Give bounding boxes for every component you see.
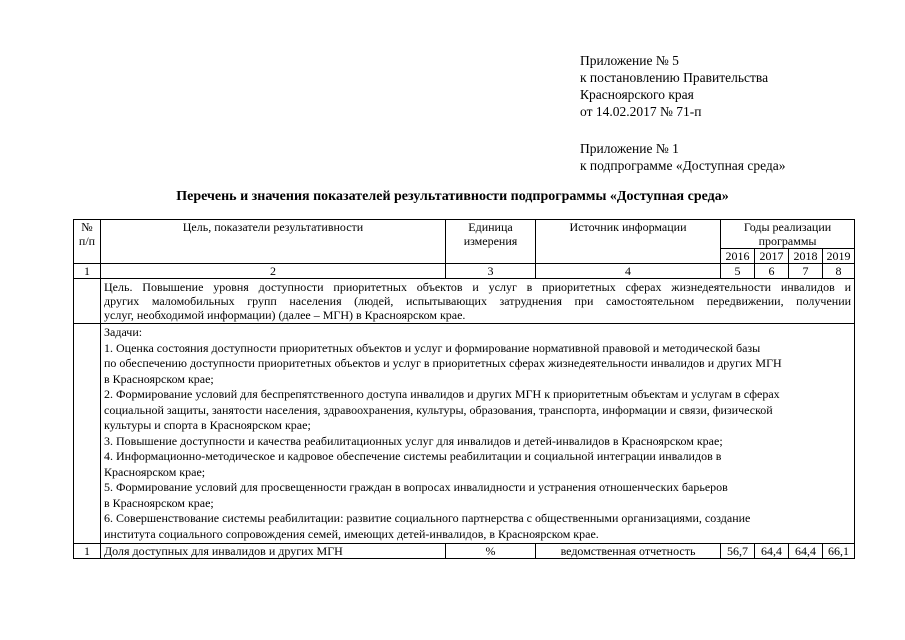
- column-number: 8: [823, 264, 855, 279]
- document-title: Перечень и значения показателей результативности подпрограммы «Доступная среда»: [176, 189, 729, 204]
- column-number: 1: [74, 264, 101, 279]
- header-num-line: №: [81, 220, 93, 234]
- tasks-line: по обеспечению доступности приоритетных объектов и услуг в приоритетных сферах жизнедеятельности инвалидов и других МГН: [104, 356, 782, 370]
- appendix-line: к постановлению Правительства: [580, 70, 769, 85]
- column-number: 6: [755, 264, 789, 279]
- appendix-5-block: [580, 52, 890, 120]
- tasks-line: 1. Оценка состояния доступности приоритетных объектов и услуг и формирование нормативной правовой и методической базы: [104, 340, 761, 355]
- tasks-line: в Красноярском крае;: [104, 371, 214, 386]
- column-numbers-row: [74, 264, 855, 279]
- tasks-line: в Красноярском крае;: [104, 495, 214, 510]
- indicator-value: 56,7: [721, 544, 755, 559]
- header-goal: Цель, показатели результативности: [101, 220, 446, 264]
- header-year: 2018: [789, 249, 823, 264]
- goal-num-cell: [74, 279, 101, 324]
- header-years-line: Годы реализации: [743, 220, 832, 234]
- goal-line: других маломобильных групп населения (людей, испытывающих затруднения при самостоятельном передвижении, получении: [104, 294, 852, 308]
- tasks-line: Задачи:: [104, 325, 143, 339]
- indicator-value: 64,4: [789, 544, 823, 559]
- indicator-name: Доля доступных для инвалидов и других МГН: [101, 544, 446, 559]
- goal-row: [74, 279, 855, 324]
- header-year: 2017: [755, 249, 789, 264]
- appendix-line: Красноярского края: [580, 87, 694, 102]
- header-row: [74, 220, 855, 249]
- tasks-line: 3. Повышение доступности и качества реабилитационных услуг для инвалидов и детей-инвалидов в Красноярском крае;: [104, 433, 723, 448]
- header-unit-line: измерения: [463, 234, 518, 248]
- appendix-1-block: [580, 140, 890, 174]
- column-number: 7: [789, 264, 823, 279]
- tasks-row: [74, 324, 855, 544]
- goal-line: Цель. Повышение уровня доступности приоритетных объектов и услуг в приоритетных сферах жизнедеятельности инвалидов и: [104, 280, 852, 294]
- appendix-line: Приложение № 5: [580, 53, 679, 68]
- column-number: 3: [446, 264, 536, 279]
- indicators-table: [73, 219, 855, 559]
- tasks-line: социальной защиты, занятости населения, здравоохранения, культуры, образования, транспорта, информации и связи, физической: [104, 402, 773, 417]
- header-unit-line: Единица: [468, 220, 513, 234]
- tasks-line: института социального сопровождения семей, имеющих детей-инвалидов, в Красноярском крае.: [104, 526, 599, 541]
- column-number: 5: [721, 264, 755, 279]
- header-years-line: программы: [758, 234, 817, 248]
- header-num-line: п/п: [78, 234, 96, 248]
- tasks-cell: [101, 324, 855, 544]
- indicator-num: 1: [74, 544, 101, 559]
- goal-cell: [101, 279, 855, 324]
- header-source: Источник информации: [536, 220, 721, 264]
- tasks-line: 4. Информационно-методическое и кадровое обеспечение системы реабилитации и социальной интеграции инвалидов в: [104, 449, 722, 463]
- column-number: 4: [536, 264, 721, 279]
- tasks-line: культуры и спорта в Красноярском крае;: [104, 418, 311, 432]
- tasks-line: Красноярском крае;: [104, 464, 206, 479]
- header-year: 2016: [721, 249, 755, 264]
- appendix-line: к подпрограмме «Доступная среда»: [580, 158, 786, 173]
- appendix-line: от 14.02.2017 № 71-п: [580, 104, 702, 119]
- goal-line: услуг, необходимой информации) (далее – МГН) в Красноярском крае.: [104, 308, 466, 322]
- appendix-line: Приложение № 1: [580, 141, 679, 156]
- header-years: [721, 220, 855, 249]
- indicator-value: 64,4: [755, 544, 789, 559]
- header-year: 2019: [823, 249, 855, 264]
- column-number: 2: [101, 264, 446, 279]
- indicator-row: [74, 544, 855, 559]
- tasks-line: 6. Совершенствование системы реабилитации: развитие социального партнерства с общественными организациями, создание: [104, 511, 751, 525]
- header-num: [74, 220, 101, 264]
- tasks-num-cell: [74, 324, 101, 544]
- header-unit: [446, 220, 536, 264]
- tasks-line: 2. Формирование условий для беспрепятственного доступа инвалидов и других МГН к приоритетным объектам и услугам в сферах: [104, 387, 780, 401]
- indicator-source: ведомственная отчетность: [536, 544, 721, 559]
- tasks-line: 5. Формирование условий для просвещенности граждан в вопросах инвалидности и устранения отношенческих барьеров: [104, 480, 728, 494]
- indicator-unit: %: [446, 544, 536, 559]
- indicator-value: 66,1: [823, 544, 855, 559]
